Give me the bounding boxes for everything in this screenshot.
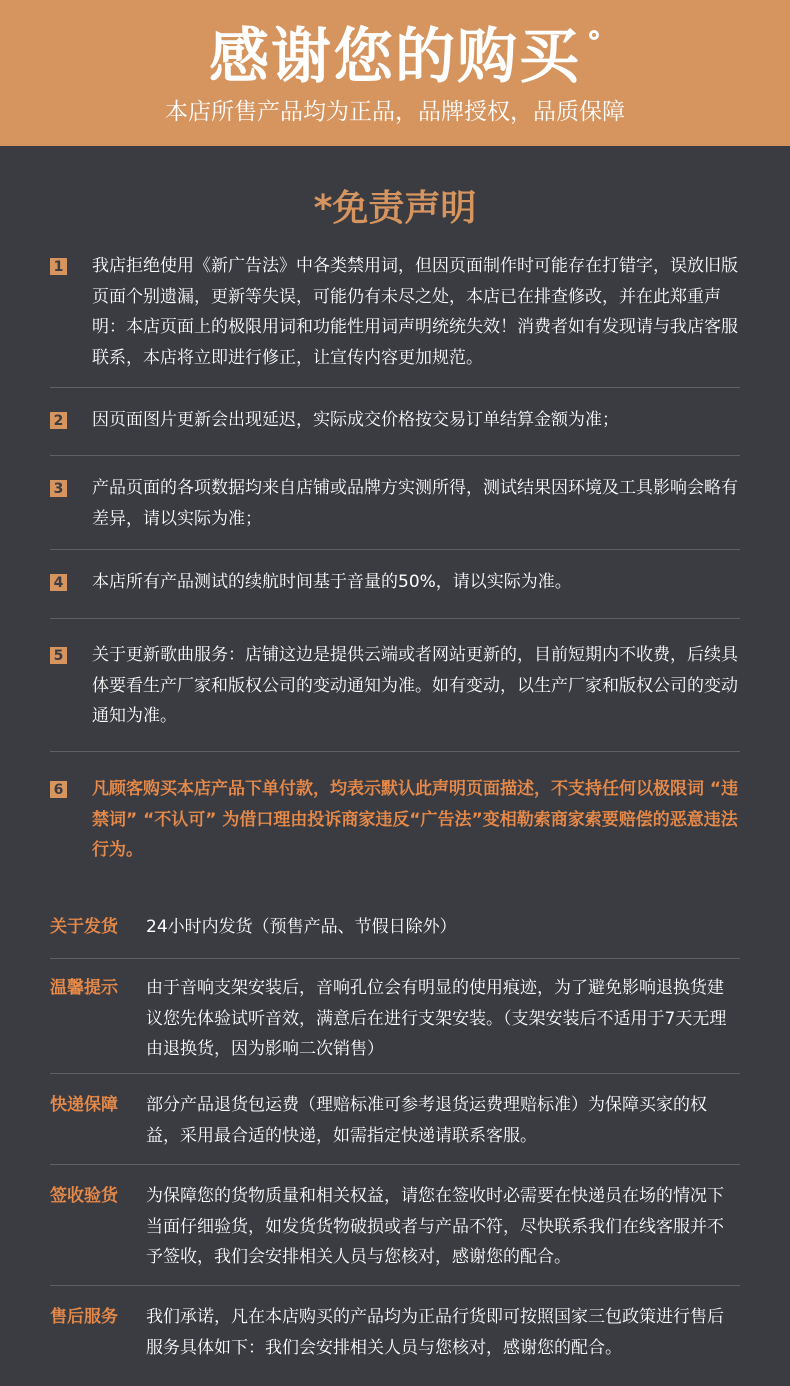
disclaimer-item-3 <box>50 456 740 550</box>
policy-label: 售后服务 <box>50 1307 118 1327</box>
circle-dot-icon <box>589 30 599 40</box>
policy-label: 快递保障 <box>50 1095 118 1115</box>
policy-text: 24小时内发货（预售产品、节假日除外） <box>146 917 457 937</box>
policy-label: 关于发货 <box>50 917 118 937</box>
policy-text: 为保障您的货物质量和相关权益，请您在签收时必需要在快递员在场的情况下当面仔细验货，如发货货物破损或者与产品不符，尽快联系我们在线客服并不予签收，我们会安排相关人员与您核对，感谢您的配合。 <box>146 1186 724 1267</box>
policy-row-aftersales <box>50 1286 740 1376</box>
policy-label: 签收验货 <box>50 1186 118 1206</box>
policy-row-express <box>50 1074 740 1165</box>
disclaimer-text: 我店拒绝使用《新广告法》中各类禁用词，但因页面制作时可能存在打错字，误放旧版页面个别遗漏，更新等失误，可能仍有未尽之处，本店已在排查修改，并在此郑重声明：本店页面上的极限用词和功能性用词声明统统失效！消费者如有发现请与我店客服联系，本店将立即进行修正，让宣传内容更加规范。 <box>92 256 738 368</box>
disclaimer-text: 产品页面的各项数据均来自店铺或品牌方实测所得，测试结果因环境及工具影响会略有差异，请以实际为准； <box>92 478 738 529</box>
item-number-badge: 5 <box>50 647 67 664</box>
disclaimer-item-1 <box>50 251 740 388</box>
thank-you-title: 感谢您的购买 <box>209 22 581 92</box>
item-number-badge: 6 <box>50 781 67 798</box>
policy-text: 我们承诺，凡在本店购买的产品均为正品行货即可按照国家三包政策进行售后服务具体如下：我们会安排相关人员与您核对，感谢您的配合。 <box>146 1307 724 1358</box>
disclaimer-item-2 <box>50 388 740 456</box>
item-number-badge: 1 <box>50 258 67 275</box>
item-number-badge: 4 <box>50 574 67 591</box>
item-number-badge: 2 <box>50 412 67 429</box>
item-number-badge: 3 <box>50 480 67 497</box>
disclaimer-text-highlight: 凡顾客购买本店产品下单付款，均表示默认此声明页面描述，不支持任何以极限词 “违禁词” “不认可” 为借口理由投诉商家违反“广告法”变相勒索商家索要赔偿的恶意违法行为。 <box>92 779 739 860</box>
disclaimer-item-6 <box>50 752 740 912</box>
disclaimer-text: 本店所有产品测试的续航时间基于音量的50%，请以实际为准。 <box>92 572 572 592</box>
policy-text: 部分产品退货包运费（理赔标准可参考退货运费理赔标准）为保障买家的权益，采用最合适的快递，如需指定快递请联系客服。 <box>146 1095 707 1146</box>
disclaimer-item-5 <box>50 619 740 752</box>
disclaimer-text: 因页面图片更新会出现延迟，实际成交价格按交易订单结算金额为准； <box>92 410 619 430</box>
policy-row-tips <box>50 959 740 1074</box>
policy-label: 温馨提示 <box>50 978 118 998</box>
disclaimer-text: 关于更新歌曲服务：店铺这边是提供云端或者网站更新的，目前短期内不收费，后续具体要看生产厂家和版权公司的变动通知为准。如有变动，以生产厂家和版权公司的变动通知为准。 <box>92 645 738 726</box>
disclaimer-item-4 <box>50 550 740 619</box>
header-banner <box>0 0 790 146</box>
disclaimer-list <box>0 251 790 912</box>
policy-list <box>50 912 740 1376</box>
header-subtitle: 本店所售产品均为正品，品牌授权，品质保障 <box>165 99 625 125</box>
policy-row-inspection <box>50 1165 740 1286</box>
policy-row-shipping <box>50 912 740 959</box>
policy-text: 由于音响支架安装后，音响孔位会有明显的使用痕迹，为了避免影响退换货建议您先体验试听音效，满意后在进行支架安装。（支架安装后不适用于7天无理由退换货，因为影响二次销售） <box>146 978 727 1059</box>
disclaimer-title: *免责声明 <box>313 188 477 229</box>
